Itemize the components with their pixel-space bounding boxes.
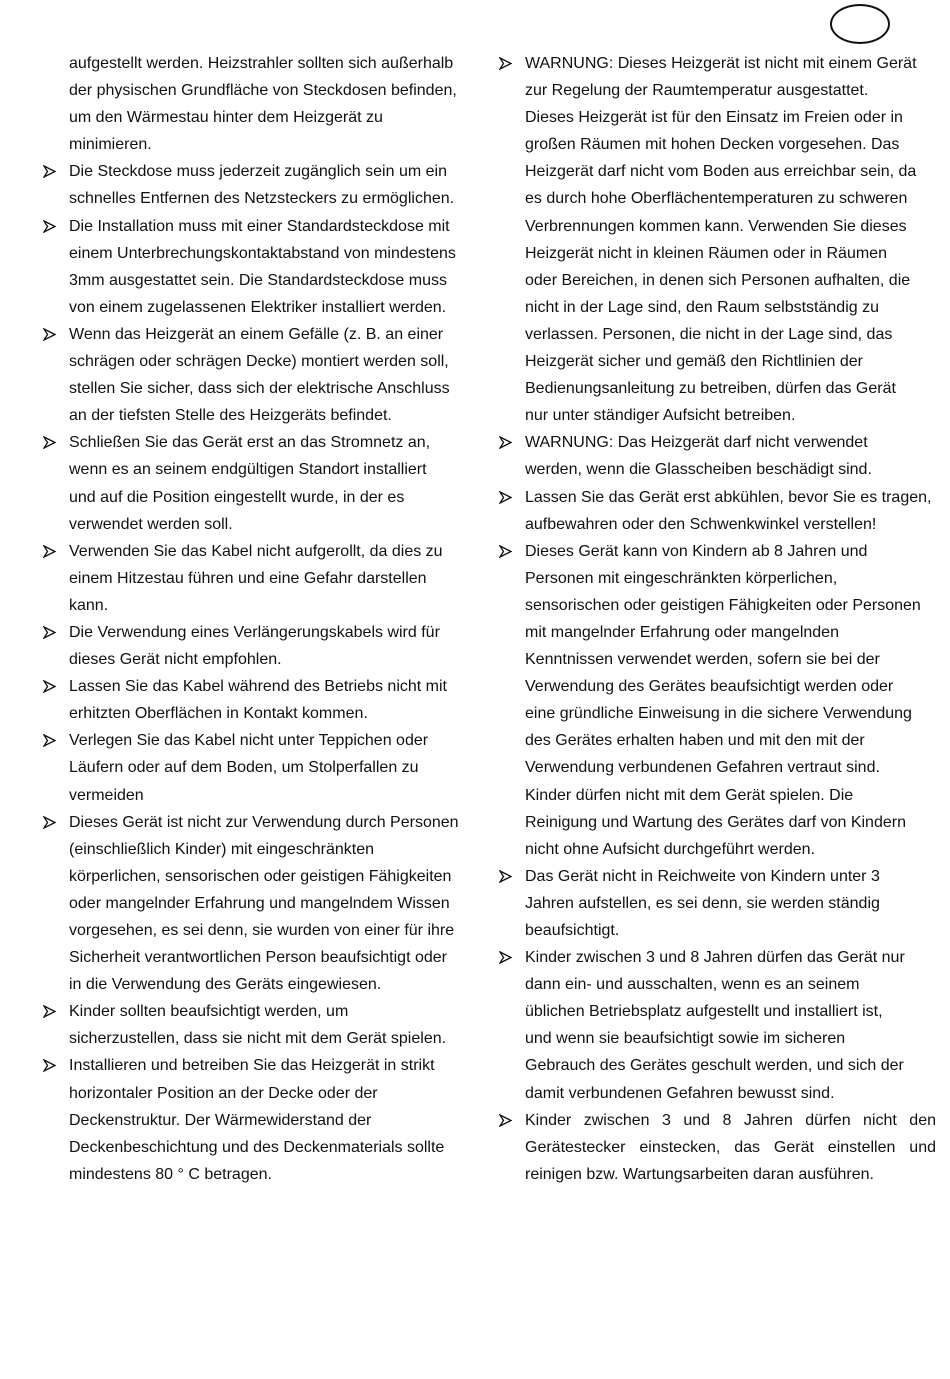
text-line: um den Wärmestau hinter dem Heizgerät zu bbox=[69, 109, 383, 127]
arrowhead-bullet-icon bbox=[499, 1107, 517, 1134]
text-line: Personen mit eingeschränkten körperlichen, bbox=[525, 569, 838, 587]
arrowhead-bullet-icon bbox=[499, 50, 517, 77]
list-item bbox=[40, 538, 480, 619]
text-line: Dieses Heizgerät ist für den Einsatz im Freien oder in bbox=[525, 109, 903, 127]
text-line: stellen Sie sicher, dass sich der elektrische Anschluss bbox=[69, 380, 450, 398]
text-line: Kinder zwischen 3 und 8 Jahren dürfen das Gerät nur bbox=[525, 949, 905, 967]
page-number-oval bbox=[830, 4, 890, 44]
arrowhead-bullet-icon bbox=[43, 673, 61, 700]
text-line: nicht in der Lage sind, den Raum selbstständig zu bbox=[525, 298, 879, 316]
text-line: eine gründliche Einweisung in die sichere Verwendung bbox=[525, 705, 912, 723]
arrowhead-bullet-icon bbox=[43, 619, 61, 646]
text-line: des Gerätes erhalten haben und mit den mit der bbox=[525, 732, 865, 750]
text-line: üblichen Betriebsplatz aufgestellt und installiert ist, bbox=[525, 1003, 883, 1021]
text-line: zur Regelung der Raumtemperatur ausgestattet. bbox=[525, 82, 869, 100]
text-line: Verwendung des Gerätes beaufsichtigt werden oder bbox=[525, 678, 894, 696]
text-line: horizontaler Position an der Decke oder der bbox=[69, 1084, 378, 1102]
list-item bbox=[496, 944, 936, 1107]
text-line: an der tiefsten Stelle des Heizgeräts befindet. bbox=[69, 407, 392, 425]
text-line: Heizgerät darf nicht vom Boden aus erreichbar sein, da bbox=[525, 163, 917, 181]
list-item bbox=[496, 429, 936, 483]
text-line: wenn es an seinem endgültigen Standort installiert bbox=[69, 461, 427, 479]
text-line: Die Installation muss mit einer Standardsteckdose mit bbox=[69, 217, 450, 235]
text-line: schnelles Entfernen des Netzsteckers zu ermöglichen. bbox=[69, 190, 455, 208]
text-line: dann ein- und ausschalten, wenn es an seinem bbox=[525, 976, 860, 994]
text-line: Lassen Sie das Gerät erst abkühlen, bevor Sie es tragen, bbox=[525, 488, 932, 506]
list-item bbox=[40, 1052, 480, 1187]
arrowhead-bullet-icon bbox=[499, 538, 517, 565]
text-line: 3mm ausgestattet sein. Die Standardsteckdose muss bbox=[69, 271, 447, 289]
arrowhead-bullet-icon bbox=[499, 484, 517, 511]
list-item bbox=[496, 863, 936, 944]
list-item bbox=[496, 50, 936, 429]
text-line: Bedienungsanleitung zu betreiben, dürfen das Gerät bbox=[525, 380, 896, 398]
text-line: dieses Gerät nicht empfohlen. bbox=[69, 651, 282, 669]
text-line: erhitzten Oberflächen in Kontakt kommen. bbox=[69, 705, 368, 723]
continued-list-item bbox=[40, 50, 480, 158]
text-line: Läufern oder auf dem Boden, um Stolperfallen zu bbox=[69, 759, 419, 777]
arrowhead-bullet-icon bbox=[43, 538, 61, 565]
list-item bbox=[40, 673, 480, 727]
text-line: Verwenden Sie das Kabel nicht aufgerollt, da dies zu bbox=[69, 542, 443, 560]
text-line: damit verbundenen Gefahren bewusst sind. bbox=[525, 1084, 835, 1102]
text-line: Sicherheit verantwortlichen Person beaufsichtigt oder bbox=[69, 949, 447, 967]
text-line: aufbewahren oder den Schwenkwinkel verstellen! bbox=[525, 515, 877, 533]
text-line: Kinder sollten beaufsichtigt werden, um bbox=[69, 1003, 349, 1021]
text-line: Gerätestecker einstecken, das Gerät einstellen und bbox=[525, 1138, 936, 1156]
text-line: mindestens 80 ° C betragen. bbox=[69, 1165, 272, 1183]
text-line: von einem zugelassenen Elektriker installiert werden. bbox=[69, 298, 447, 316]
text-line: kann. bbox=[69, 596, 109, 614]
text-line: Verlegen Sie das Kabel nicht unter Teppichen oder bbox=[69, 732, 429, 750]
list-item bbox=[40, 998, 480, 1052]
text-line: Kinder zwischen 3 und 8 Jahren dürfen nicht den bbox=[525, 1111, 936, 1129]
text-line: nicht ohne Aufsicht durchgeführt werden. bbox=[525, 840, 815, 858]
text-line: Jahren aufstellen, es sei denn, sie werden ständig bbox=[525, 894, 880, 912]
arrowhead-bullet-icon bbox=[43, 429, 61, 456]
arrowhead-bullet-icon bbox=[43, 727, 61, 754]
text-line: sicherzustellen, dass sie nicht mit dem Gerät spielen. bbox=[69, 1030, 447, 1048]
text-line: WARNUNG: Dieses Heizgerät ist nicht mit einem Gerät bbox=[525, 55, 917, 72]
list-item bbox=[40, 213, 480, 321]
list-item bbox=[40, 809, 480, 999]
text-line: Deckenstruktur. Der Wärmewiderstand der bbox=[69, 1111, 372, 1129]
text-line: Gebrauch des Gerätes geschult werden, und sich der bbox=[525, 1057, 904, 1075]
text-line: Reinigung und Wartung des Gerätes darf von Kindern bbox=[525, 813, 906, 831]
text-line: Verbrennungen kommen kann. Verwenden Sie dieses bbox=[525, 217, 907, 235]
text-line: Kenntnissen verwendet werden, sofern sie bei der bbox=[525, 651, 880, 669]
text-line: vorgesehen, es sei denn, sie wurden von einer für ihre bbox=[69, 922, 455, 939]
text-line: der physischen Grundfläche von Steckdosen befinden, bbox=[69, 82, 457, 100]
text-line: großen Räumen mit hohen Decken vorgesehen. Das bbox=[525, 136, 900, 154]
text-line: oder Bereichen, in denen sich Personen aufhalten, die bbox=[525, 271, 911, 289]
text-line: Schließen Sie das Gerät erst an das Stromnetz an, bbox=[69, 434, 431, 452]
text-line: Heizgerät nicht in kleinen Räumen oder in Räumen bbox=[525, 244, 887, 262]
text-line: schrägen oder schrägen Decke) montiert werden soll, bbox=[69, 353, 449, 371]
text-line: Das Gerät nicht in Reichweite von Kindern unter 3 bbox=[525, 867, 880, 885]
text-line: minimieren. bbox=[69, 136, 152, 154]
text-line: werden, wenn die Glasscheiben beschädigt sind. bbox=[525, 461, 872, 479]
arrowhead-bullet-icon bbox=[499, 863, 517, 890]
right-column bbox=[496, 50, 936, 1188]
text-line: WARNUNG: Das Heizgerät darf nicht verwendet bbox=[525, 434, 868, 452]
text-line: mit mangelnder Erfahrung oder mangelnden bbox=[525, 623, 839, 641]
text-line: Die Steckdose muss jederzeit zugänglich sein um ein bbox=[69, 163, 447, 181]
text-line: Dieses Gerät kann von Kindern ab 8 Jahren und bbox=[525, 542, 868, 560]
arrowhead-bullet-icon bbox=[43, 158, 61, 185]
text-line: Kinder dürfen nicht mit dem Gerät spielen. Die bbox=[525, 786, 854, 804]
list-item bbox=[40, 619, 480, 673]
arrowhead-bullet-icon bbox=[43, 321, 61, 348]
text-line: Heizgerät sicher und gemäß den Richtlinien der bbox=[525, 353, 863, 371]
arrowhead-bullet-icon bbox=[499, 429, 517, 456]
text-line: Dieses Gerät ist nicht zur Verwendung durch Personen bbox=[69, 813, 459, 831]
text-line: reinigen bzw. Wartungsarbeiten daran ausführen. bbox=[525, 1165, 874, 1183]
list-item bbox=[496, 1107, 936, 1188]
text-line: und auf die Position eingestellt wurde, in der es bbox=[69, 488, 405, 506]
arrowhead-bullet-icon bbox=[43, 809, 61, 836]
list-item bbox=[496, 484, 936, 538]
text-line: Lassen Sie das Kabel während des Betriebs nicht mit bbox=[69, 678, 447, 696]
text-line: es durch hohe Oberflächentemperaturen zu schweren bbox=[525, 190, 908, 208]
text-line: einem Hitzestau führen und eine Gefahr darstellen bbox=[69, 569, 427, 587]
arrowhead-bullet-icon bbox=[43, 213, 61, 240]
text-line: Installieren und betreiben Sie das Heizgerät in strikt bbox=[69, 1057, 435, 1075]
text-line: körperlichen, sensorischen oder geistigen Fähigkeiten bbox=[69, 867, 452, 885]
text-line: vermeiden bbox=[69, 786, 144, 804]
list-item bbox=[40, 321, 480, 429]
text-line: (einschließlich Kinder) mit eingeschränkten bbox=[69, 840, 375, 858]
text-line: nur unter ständiger Aufsicht betreiben. bbox=[525, 407, 796, 425]
arrowhead-bullet-icon bbox=[43, 1052, 61, 1079]
text-line: in die Verwendung des Geräts eingewiesen. bbox=[69, 976, 382, 994]
text-line: Verwendung verbundenen Gefahren vertraut sind. bbox=[525, 759, 880, 777]
text-line: sensorischen oder geistigen Fähigkeiten oder Personen bbox=[525, 596, 921, 614]
text-line: und wenn sie beaufsichtigt sowie im sicheren bbox=[525, 1030, 846, 1048]
list-item bbox=[40, 158, 480, 212]
text-line: aufgestellt werden. Heizstrahler sollten sich außerhalb bbox=[69, 55, 454, 72]
list-item bbox=[496, 538, 936, 863]
list-item bbox=[40, 727, 480, 808]
text-line: Deckenbeschichtung und des Deckenmaterials sollte bbox=[69, 1138, 445, 1156]
arrowhead-bullet-icon bbox=[43, 998, 61, 1025]
text-line: oder mangelnder Erfahrung und mangelndem Wissen bbox=[69, 894, 450, 912]
left-column bbox=[40, 50, 480, 1188]
text-line: verlassen. Personen, die nicht in der Lage sind, das bbox=[525, 325, 893, 343]
arrowhead-bullet-icon bbox=[499, 944, 517, 971]
text-line: verwendet werden soll. bbox=[69, 515, 233, 533]
text-line: beaufsichtigt. bbox=[525, 922, 620, 939]
text-line: Wenn das Heizgerät an einem Gefälle (z. B. an einer bbox=[69, 325, 444, 343]
text-line: einem Unterbrechungskontaktabstand von mindestens bbox=[69, 244, 456, 262]
text-line: Die Verwendung eines Verlängerungskabels wird für bbox=[69, 623, 440, 641]
list-item bbox=[40, 429, 480, 537]
